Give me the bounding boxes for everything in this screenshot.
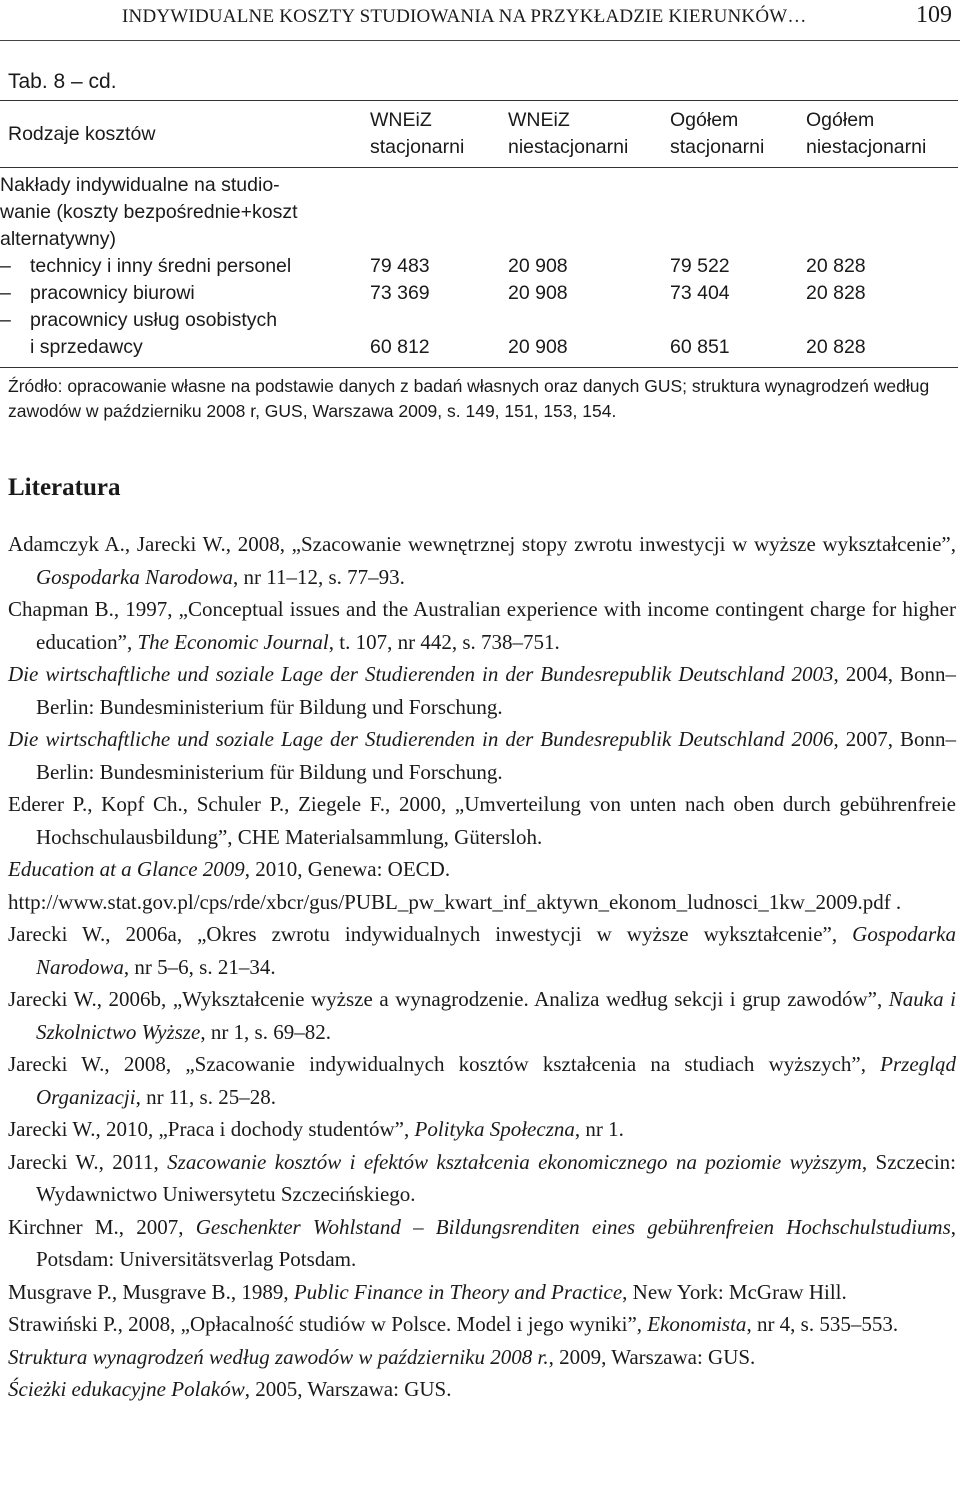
bibliography-entry (8, 658, 956, 723)
table-header-row (0, 101, 958, 168)
bibliography-entry (8, 1113, 956, 1146)
entry-italic-segment: Public Finance in Theory and Practice (293, 1279, 623, 1304)
entry-text-segment: Jarecki W., 2011, (8, 1149, 168, 1174)
entry-italic-segment: Gospodarka Narodowa (36, 922, 956, 979)
entry-italic-segment: Gospodarka Narodowa (36, 564, 233, 589)
entry-text-segment: , 2007, Bonn–Berlin: Bundesministerium für Bildung und Forschung. (36, 727, 956, 784)
entry-text-segment: Strawiński P., 2008, „Opłacalność studiów w Polsce. Model i jego wyniki”, (8, 1312, 648, 1336)
column-header-total-part-time: Ogółem niestacjonarni (806, 109, 927, 158)
entry-text-segment: Chapman B., 1997, „Conceptual issues and the Australian experience with income contingent charge for higher education”, (8, 597, 956, 654)
entry-text-segment: Ederer P., Kopf Ch., Schuler P., Ziegele F., 2000, „Umverteilung von unten nach oben durch gebührenfreie Hochschulausbildung”, CHE Materialsammlung, Gütersloh. (8, 792, 956, 849)
column-header-wneiz-full-time: WNEiZ stacjonarni (370, 109, 465, 158)
table-cell: 20 828 (806, 282, 866, 304)
entry-italic-segment: Die wirtschaftliche und soziale Lage der Studierenden in der Bundesrepublik Deutschland 2003 (8, 662, 834, 686)
bibliography-entry (8, 886, 956, 919)
entry-text-segment: Jarecki W., 2010, „Praca i dochody studentów”, (8, 1117, 415, 1141)
entry-italic-segment: The Economic Journal (137, 629, 329, 654)
row-label: – technicy i inny średni personel (0, 255, 292, 277)
table-cell: 20 908 (508, 336, 568, 358)
literature-heading: Literatura (8, 474, 121, 501)
bibliography-entry (8, 918, 956, 983)
row-label: – pracownicy usług osobistych i sprzedawcy (0, 309, 278, 358)
entry-text-segment: Jarecki W., 2006a, „Okres zwrotu indywidualnych inwestycji w wyższe wykształcenie”, (8, 922, 853, 946)
column-header-wneiz-part-time: WNEiZ niestacjonarni (508, 109, 629, 158)
bibliography-entry (8, 788, 956, 853)
table-source-note: Źródło: opracowanie własne na podstawie danych z badań własnych oraz danych GUS; struktura wynagrodzeń według zawodów w październiku 2008 r, GUS, Warszawa 2009, s. 149, 151, 153, 154. (8, 376, 930, 421)
entry-text-segment: Jarecki W., 2006b, „Wykształcenie wyższe a wynagrodzenie. Analiza według sekcji i grup zawodów”, (8, 987, 889, 1011)
entry-italic-segment: Geschenkter Wohlstand – Bildungsrenditen eines gebührenfreien Hochschulstudiums (195, 1214, 951, 1239)
table-group-row (0, 168, 958, 254)
entry-text-segment: Jarecki W., 2008, „Szacowanie indywidualnych kosztów kształcenia na studiach wyższych”, (8, 1052, 881, 1076)
row-label: – pracownicy biurowi (0, 282, 195, 304)
entry-italic-segment: Szacowanie kosztów i efektów kształcenia ekonomicznego na poziomie wyższym (167, 1149, 862, 1174)
entry-text-segment: , 2004, Bonn–Berlin: Bundesministerium für Bildung und Forschung. (36, 662, 956, 719)
bibliography-entry (8, 853, 956, 886)
entry-text-segment: Kirchner M., 2007, (8, 1214, 196, 1239)
column-header-total-full-time: Ogółem stacjonarni (670, 109, 765, 158)
column-header-cost-types: Rodzaje kosztów (8, 122, 156, 145)
bibliography-entry (8, 1048, 956, 1113)
entry-text-segment: http://www.stat.gov.pl/cps/rde/xbcr/gus/PUBL_pw_kwart_inf_aktywn_ekonom_ludnosci_1kw_2009.pdf . (8, 889, 902, 914)
table-row (0, 307, 958, 368)
table-cell: 73 369 (370, 282, 430, 304)
table-cell: 20 908 (508, 282, 568, 304)
bibliography-entry (8, 1276, 956, 1309)
table-cell: 20 828 (806, 255, 866, 277)
table-cell: 20 908 (508, 255, 568, 277)
page-number: 109 (916, 2, 952, 28)
table-cell: 79 522 (670, 255, 730, 277)
bibliography-entry (8, 1341, 956, 1374)
entry-text-segment: Adamczyk A., Jarecki W., 2008, „Szacowanie wewnętrznej stopy zwrotu inwestycji w wyższe wykształcenie”, (8, 532, 956, 556)
group-label: Nakłady indywidualne na studio- wanie (koszty bezpośrednie+koszt alternatywny) (0, 174, 298, 250)
bibliography-entry (8, 983, 956, 1048)
entry-text-segment: , Potsdam: Universitätsverlag Potsdam. (36, 1214, 956, 1271)
table-cell: 60 812 (370, 336, 430, 358)
table-row (0, 280, 958, 307)
table-row (0, 253, 958, 280)
bibliography-entry (8, 1308, 956, 1341)
entry-text-segment: , nr 4, s. 535–553. (746, 1312, 899, 1336)
entry-text-segment: Musgrave P., Musgrave B., 1989, (8, 1279, 294, 1304)
table-cell: 20 828 (806, 336, 866, 358)
entry-italic-segment: Ścieżki edukacyjne Polaków (8, 1377, 245, 1401)
bibliography-entry (8, 528, 956, 593)
entry-italic-segment: Ekonomista (647, 1312, 747, 1336)
table-cell: 60 851 (670, 336, 730, 358)
entry-text-segment: , nr 11–12, s. 77–93. (233, 564, 405, 589)
page-header (0, 0, 960, 41)
entry-text-segment: , t. 107, nr 442, s. 738–751. (328, 629, 560, 654)
entry-text-segment: , 2005, Warszawa: GUS. (244, 1377, 452, 1401)
bibliography-entry (8, 1373, 956, 1406)
bibliography-list (8, 528, 956, 1406)
entry-text-segment: , nr 5–6, s. 21–34. (123, 954, 276, 979)
table-caption: Tab. 8 – cd. (8, 70, 117, 93)
entry-text-segment: , New York: McGraw Hill. (622, 1279, 847, 1304)
entry-italic-segment: Education at a Glance 2009 (8, 857, 245, 881)
entry-italic-segment: Struktura wynagrodzeń według zawodów w październiku 2008 r. (8, 1344, 549, 1369)
entry-text-segment: , 2009, Warszawa: GUS. (548, 1344, 756, 1369)
entry-text-segment: , nr 1, s. 69–82. (200, 1019, 331, 1044)
entry-text-segment: , 2010, Genewa: OECD. (244, 857, 451, 881)
entry-italic-segment: Die wirtschaftliche und soziale Lage der Studierenden in der Bundesrepublik Deutschland 2006 (8, 727, 834, 751)
entry-italic-segment: Polityka Społeczna (414, 1117, 575, 1141)
entry-text-segment: , nr 11, s. 25–28. (135, 1084, 276, 1109)
entry-text-segment: , Szczecin: Wydawnictwo Uniwersytetu Szczecińskiego. (36, 1149, 957, 1206)
table-cell: 79 483 (370, 255, 430, 277)
costs-table (0, 100, 958, 368)
entry-italic-segment: Nauka i Szkolnictwo Wyższe (36, 987, 956, 1044)
table-cell: 73 404 (670, 282, 730, 304)
bibliography-entry (8, 723, 956, 788)
bibliography-entry (8, 593, 956, 658)
bibliography-entry (8, 1211, 956, 1276)
entry-italic-segment: Przegląd Organizacji (36, 1052, 956, 1109)
entry-text-segment: , nr 1. (574, 1117, 624, 1141)
bibliography-entry (8, 1146, 956, 1211)
running-title: INDYWIDUALNE KOSZTY STUDIOWANIA NA PRZYKŁADZIE KIERUNKÓW… (122, 6, 807, 27)
